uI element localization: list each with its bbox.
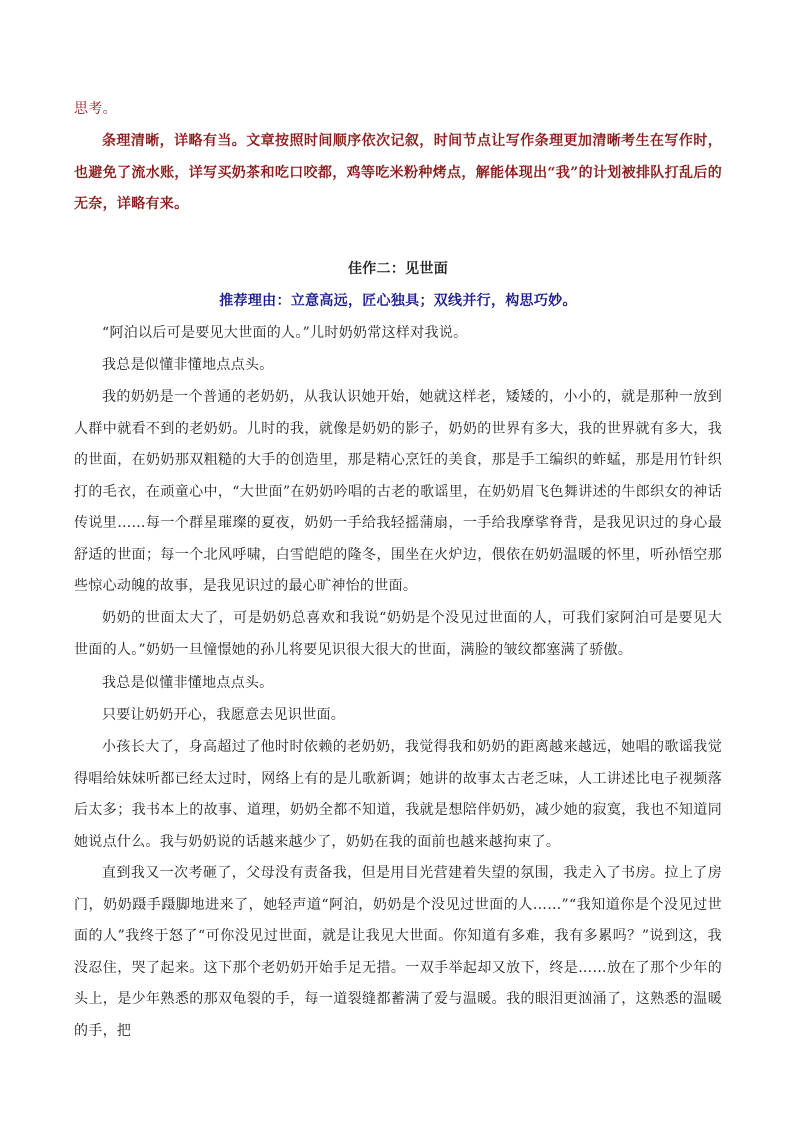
essay-paragraph: “阿泊以后可是要见大世面的人。”儿时奶奶常这样对我说。 (102, 325, 468, 341)
recommend-reason: 推荐理由：立意高远，匠心独具；双线并行，构思巧妙。 (219, 293, 577, 309)
comment-paragraph (74, 126, 722, 221)
comment-lead: 条理清晰，详略有当。 (102, 133, 247, 149)
paragraph-ending: 思考。 (74, 101, 117, 117)
essay-paragraph: 奶奶的世面太大了，可是奶奶总喜欢和我说“奶奶是个没见过世面的人，可我们家阿泊可是要见大世面的人。”奶奶一旦憧憬她的孙儿将要见识很大很大的世面，满脸的皱纹都塞满了骄傲。 (74, 610, 722, 658)
essay-paragraph: 只要让奶奶开心，我愿意去见识世面。 (102, 707, 346, 723)
essay-paragraph: 直到我又一次考砸了，父母没有责备我，但是用目光营建着失望的氛围，我走入了书房。拉上了房门，奶奶蹑手蹑脚地进来了，她轻声道“阿泊，奶奶是个没见过世面的人……”“我知道你是个没见过世面的人”我终于怒了“可你没见过世面，就是让我见大世面。你知道有多难，我有多累吗？”说到这，我没忍住，哭了起来。这下那个老奶奶开始手足无措。一双手举起却又放下，终是……放在了那个少年的头上，是少年熟悉的那双龟裂的手，每一道裂缝都蓄满了爱与温暖。我的眼泪更汹涌了，这熟悉的温暖的手，把 (74, 865, 722, 1039)
essay-paragraph: 我的奶奶是一个普通的老奶奶，从我认识她开始，她就这样老，矮矮的，小小的，就是那种一放到人群中就看不到的老奶奶。儿时的我，就像是奶奶的影子，奶奶的世界有多大，我的世界就有多大，我的世面，在奶奶那双粗糙的大手的创造里，那是精心烹饪的美食，那是手工编织的蚱蜢，那是用竹针织打的毛衣，在顽童心中，“大世面”在奶奶吟唱的古老的歌谣里，在奶奶眉飞色舞讲述的牛郎织女的神话传说里……每一个群星璀璨的夏夜，奶奶一手给我轻摇蒲扇，一手给我摩挲脊背，是我见识过的身心最舒适的世面；每一个北风呼啸，白雪皑皑的隆冬，围坐在火炉边，偎依在奶奶温暖的怀里，听孙悟空那些惊心动魄的故事，是我见识过的最心旷神怡的世面。 (74, 389, 722, 594)
comment-body: 文章按照时间顺序依次记叙，时间节点让写作条理更加清晰考生在写作时，也避免了流水账，详写买奶茶和吃口咬都，鸡等吃米粉种烤点，解能体现出“我”的计划被排队打乱后的无奈，详略有来。 (74, 133, 722, 212)
essay-paragraph: 我总是似懂非懂地点点头。 (102, 675, 274, 691)
essay-paragraph: 小孩长大了，身高超过了他时时依赖的老奶奶，我觉得我和奶奶的距离越来越远，她唱的歌谣我觉得唱给妹妹听都已经太过时，网络上有的是儿歌新调；她讲的故事太古老乏味，人工讲述比电子视频落后太多；我书本上的故事、道理，奶奶全都不知道，我就是想陪伴奶奶，减少她的寂寞，我也不知道同她说点什么。我与奶奶说的话越来越少了，奶奶在我的面前也越来越拘束了。 (74, 739, 722, 850)
essay-paragraph: 我总是似懂非懂地点点头。 (102, 357, 274, 373)
essay-title: 佳作二：见世面 (347, 261, 449, 277)
